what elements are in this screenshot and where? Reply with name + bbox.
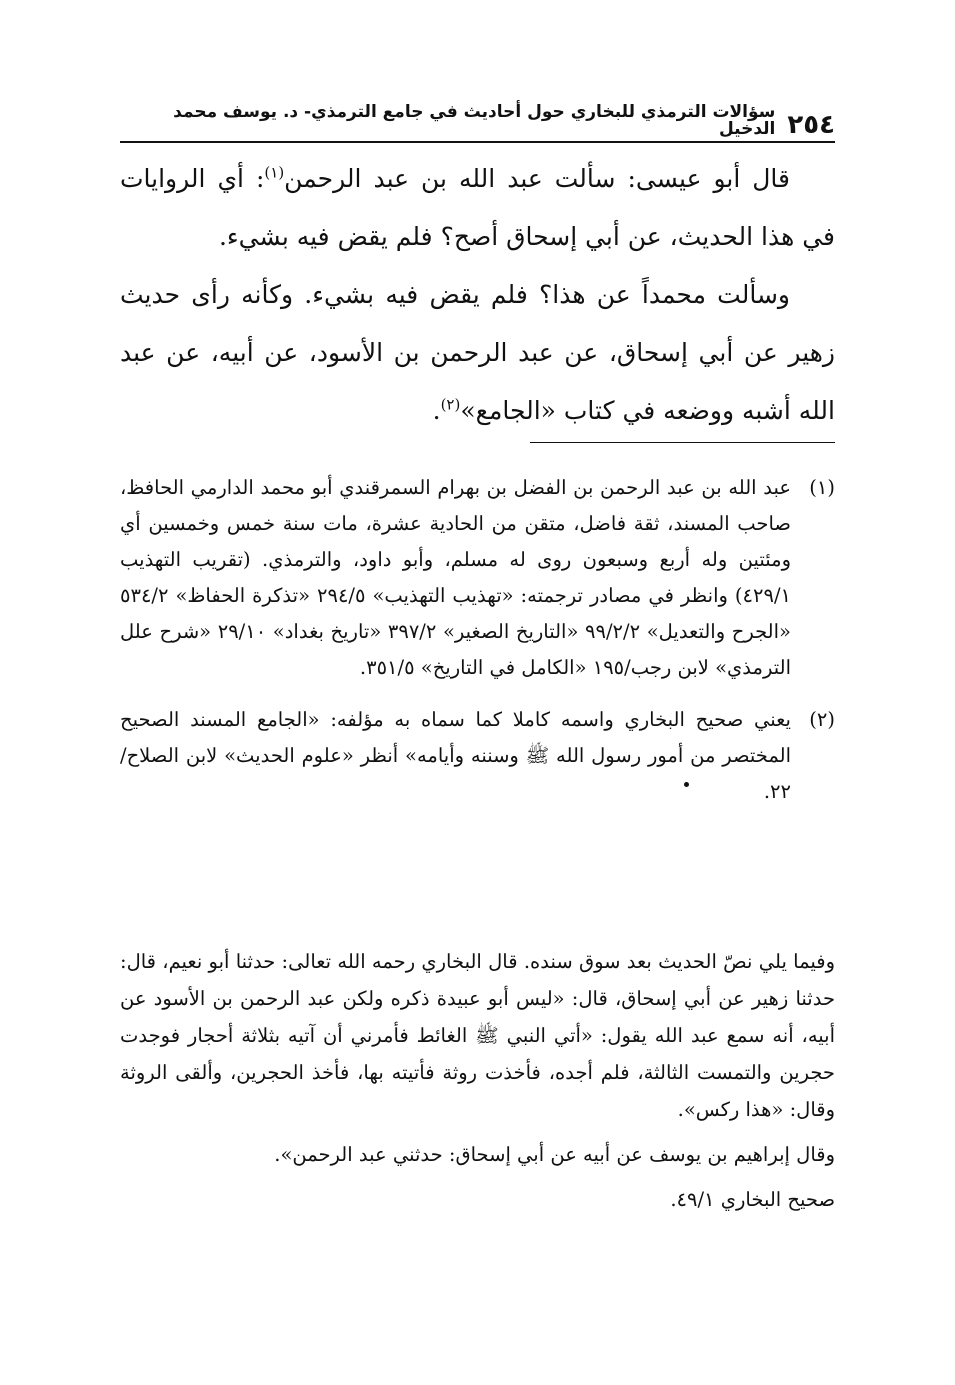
main-text xyxy=(120,150,835,440)
main-paragraph-2-a: وسألت محمداً عن هذا؟ فلم يقض فيه بشيء. وكأنه رأى حديث زهير عن أبي إسحاق، عن عبد الرحمن بن الأسود، عن أبيه، عن عبد الله أشبه ووضعه في كتاب «الجامع» xyxy=(120,280,835,425)
footnote-mark-1: (١) xyxy=(809,476,835,499)
hadith-quotation xyxy=(120,943,835,1226)
footnote-2 xyxy=(120,702,835,810)
page-number: ٢٥٤ xyxy=(787,110,835,140)
footnote-ref-1[interactable]: (١) xyxy=(264,163,285,182)
main-paragraph-2 xyxy=(120,266,835,440)
footnote-separator xyxy=(530,442,835,443)
footnote-text-2: يعني صحيح البخاري واسمه كاملا كما سماه به مؤلفه: «الجامع المسند الصحيح المختصر من أمور رسول الله ﷺ وسننه وأيامه» أنظر «علوم الحديث» لابن الصلاح/٢٢. xyxy=(120,708,791,803)
running-head xyxy=(120,104,835,138)
stray-dot-mark xyxy=(684,782,689,787)
footnote-text-1: عبد الله بن عبد الرحمن بن الفضل بن بهرام السمرقندي أبو محمد الدارمي الحافظ، صاحب المسند، ثقة فاضل، متقن من الحادية عشرة، مات سنة خمس وخمسين أي ومئتين وله أربع وسبعون روى له مسلم، وأبو داود، والترمذي. (تقريب التهذيب ٤٢٩/١) وانظر في مصادر ترجمته: «تهذيب التهذيب» ٢٩٤/٥ «تذكرة الحفاظ» ٥٣٤/٢ «الجرح والتعديل» ٩٩/٢/٢ «التاريخ الصغير» ٣٩٧/٢ «تاريخ بغداد» ٢٩/١٠ «شرح علل الترمذي» لابن رجب/١٩٥ «الكامل في التاريخ» ٣٥١/٥. xyxy=(120,476,791,679)
footnote-ref-2[interactable]: (٢) xyxy=(440,395,461,414)
main-paragraph-1-a: قال أبو عيسى: سألت عبد الله بن عبد الرحمن xyxy=(284,164,790,193)
running-title: سؤالات الترمذي للبخاري حول أحاديث في جامع الترمذي- د. يوسف محمد الدخيل xyxy=(173,102,776,139)
main-paragraph-1-b: : أي الروايات في هذا الحديث، عن أبي إسحاق أصح؟ فلم يقض فيه بشيء. xyxy=(120,164,835,251)
footnotes xyxy=(120,470,835,826)
quote-paragraph-2: وقال إبراهيم بن يوسف عن أبيه عن أبي إسحاق: حدثني عبد الرحمن». xyxy=(274,1143,835,1166)
footnote-1 xyxy=(120,470,835,686)
footnote-mark-2: (٢) xyxy=(809,708,835,731)
quote-paragraph-1: وفيما يلي نصّ الحديث بعد سوق سنده. قال البخاري رحمه الله تعالى: حدثنا أبو نعيم، قال: حدثنا زهير عن أبي إسحاق، قال: «ليس أبو عبيدة ذكره ولكن عبد الرحمن بن الأسود عن أبيه، أنه سمع عبد الله يقول: «أتي النبي ﷺ الغائط فأمرني أن آتيه بثلاثة أحجار فوجدت حجرين والتمست الثالثة، فلم أجده، فأخذت روثة فأتيته بها، فأخذ الحجرين، وألقى الروثة وقال: «هذا ركس». xyxy=(120,950,835,1121)
header-rule xyxy=(120,141,835,143)
main-paragraph-2-b: . xyxy=(432,396,441,425)
quote-source-reference: صحيح البخاري ٤٩/١. xyxy=(670,1188,835,1211)
main-paragraph-1 xyxy=(120,150,835,266)
